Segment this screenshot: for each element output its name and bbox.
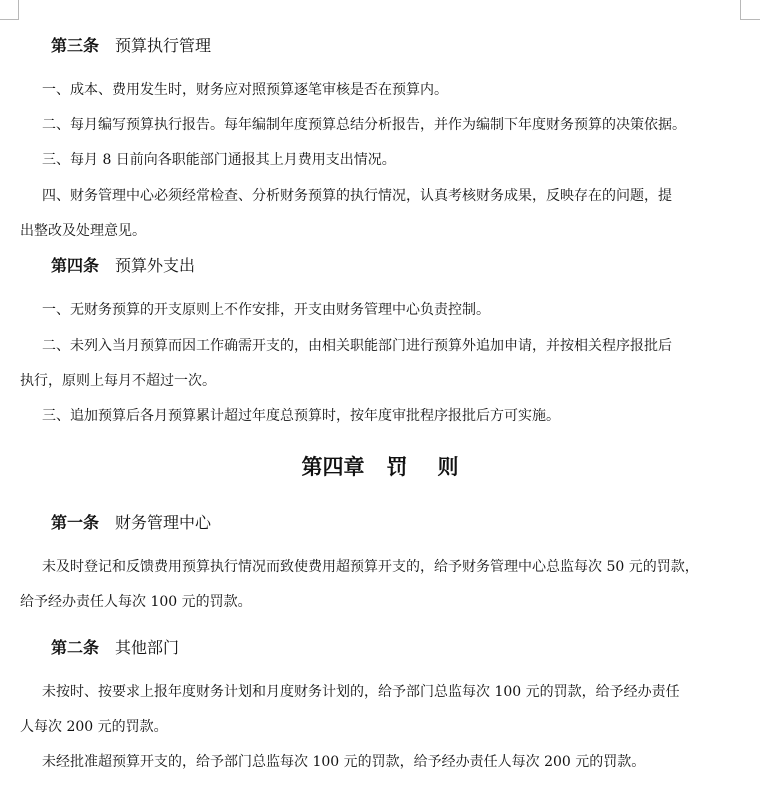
article-heading <box>0 638 760 658</box>
paragraph-line: 三、每月 8 日前向各职能部门通报其上月费用支出情况。 <box>42 152 396 168</box>
article-number: 第二条 <box>51 638 100 657</box>
paragraph-line: 未及时登记和反馈费用预算执行情况而致使费用超预算开支的，给予财务管理中心总监每次 50 元的罚款， <box>42 559 699 575</box>
article-number: 第一条 <box>51 513 100 532</box>
article-title: 预算外支出 <box>115 256 196 275</box>
paragraph-line: 人每次 200 元的罚款。 <box>20 719 168 735</box>
paragraph-line: 出整改及处理意见。 <box>20 223 146 239</box>
page-corner-mark-left <box>0 19 18 20</box>
chapter-title-char: 则 <box>437 454 459 479</box>
paragraph-line: 给予经办责任人每次 100 元的罚款。 <box>20 594 252 610</box>
paragraph-line: 执行，原则上每月不超过一次。 <box>20 373 216 389</box>
article-number: 第四条 <box>51 256 100 275</box>
chapter-heading <box>0 453 760 481</box>
article-number: 第三条 <box>51 36 100 55</box>
paragraph-line: 三、追加预算后各月预算累计超过年度总预算时，按年度审批程序报批后方可实施。 <box>42 408 560 424</box>
paragraph-line: 四、财务管理中心必须经常检查、分析财务预算的执行情况，认真考核财务成果，反映存在的问题，提 <box>42 188 672 204</box>
page-corner-mark-right <box>740 19 760 20</box>
page-corner-mark-right <box>740 0 741 20</box>
article-title: 财务管理中心 <box>115 513 212 532</box>
paragraph-line: 未经批准超预算开支的，给予部门总监每次 100 元的罚款，给予经办责任人每次 200 元的罚款。 <box>42 754 646 770</box>
paragraph-line: 二、每月编写预算执行报告。每年编制年度预算总结分析报告，并作为编制下年度财务预算的决策依据。 <box>42 117 686 133</box>
article-heading <box>0 513 760 533</box>
article-heading <box>0 256 760 276</box>
article-title: 其他部门 <box>115 638 180 657</box>
article-title: 预算执行管理 <box>115 36 212 55</box>
chapter-title-char: 罚 <box>386 454 408 479</box>
paragraph-line: 一、无财务预算的开支原则上不作安排，开支由财务管理中心负责控制。 <box>42 302 490 318</box>
paragraph-line: 未按时、按要求上报年度财务计划和月度财务计划的，给予部门总监每次 100 元的罚款，给予经办责任 <box>42 684 680 700</box>
paragraph-line: 二、未列入当月预算而因工作确需开支的，由相关职能部门进行预算外追加申请，并按相关程序报批后 <box>42 338 672 354</box>
chapter-number: 第四章 <box>301 454 365 479</box>
paragraph-line: 一、成本、费用发生时，财务应对照预算逐笔审核是否在预算内。 <box>42 82 448 98</box>
page-corner-mark-left <box>18 0 19 20</box>
article-heading <box>0 36 760 56</box>
